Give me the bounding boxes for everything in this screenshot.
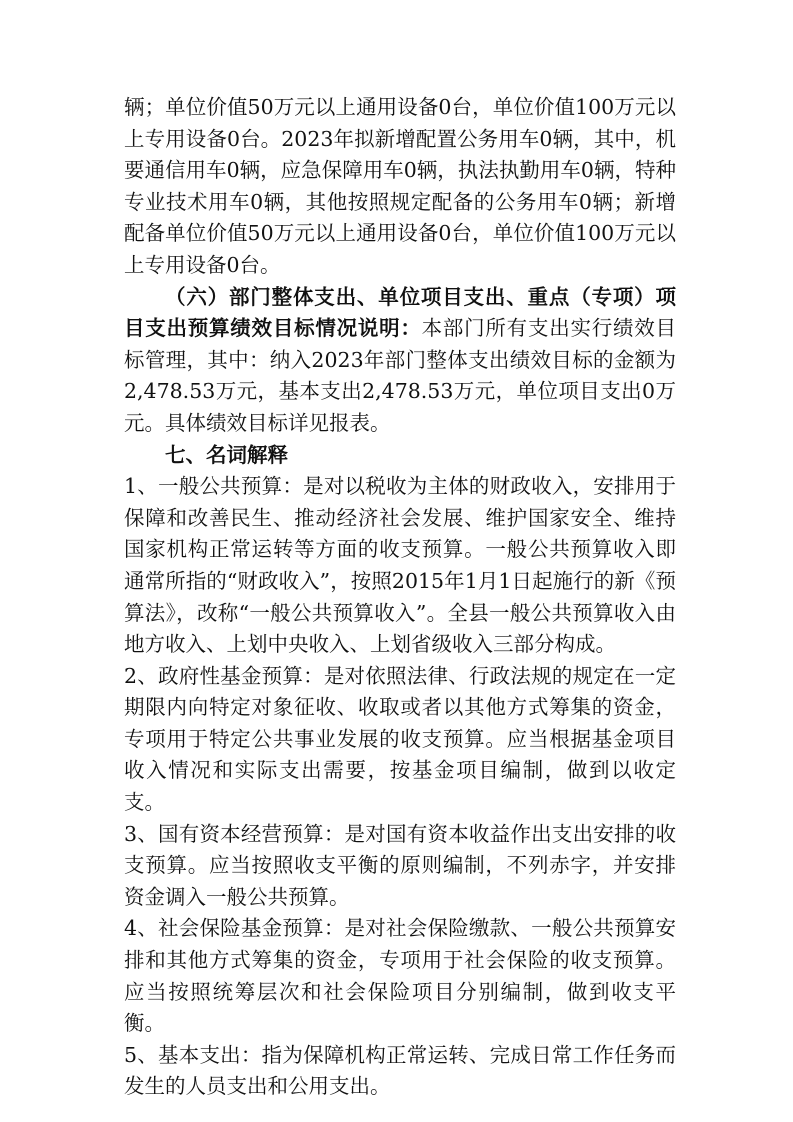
document-body xyxy=(124,92,676,1103)
term-general-public-budget: 1、一般公共预算：是对以税收为主体的财政收入，安排用于保障和改善民生、推动经济社会发展、维护国家安全、维持国家机构正常运转等方面的收支预算。一般公共预算收入即通常所指的“财政收入”，按照2015年1月1日起施行的新《预算法》，改称“一般公共预算收入”。全县一般公共预算收入由地方收入、上划中央收入、上划省级收入三部分构成。 xyxy=(124,474,676,657)
term-social-insurance-budget: 4、社会保险基金预算：是对社会保险缴款、一般公共预算安排和其他方式筹集的资金，专项用于社会保险的收支预算。应当按照统筹层次和社会保险项目分别编制，做到收支平衡。 xyxy=(124,916,676,1036)
term-government-fund-budget: 2、政府性基金预算：是对依照法律、行政法规的规定在一定期限内向特定对象征收、收取或者以其他方式筹集的资金，专项用于特定公共事业发展的收支预算。应当根据基金项目收入情况和实际支出需要，按基金项目编制，做到以收定支。 xyxy=(124,663,676,815)
term-basic-expenditure: 5、基本支出：指为保障机构正常运转、完成日常工作任务而发生的人员支出和公用支出。 xyxy=(124,1042,676,1099)
section-six-body: 本部门所有支出实行绩效目标管理，其中：纳入2023年部门整体支出绩效目标的金额为2,478.53万元，基本支出2,478.53万元，单位项目支出0万元。具体绩效目标详见报表。 xyxy=(124,316,676,435)
section-seven-heading: 七、名词解释 xyxy=(165,442,288,467)
section-six-heading: （六）部门整体支出、单位项目支出、重点（专项）项目支出预算绩效目标情况说明： xyxy=(124,284,676,341)
section-six-paragraph xyxy=(124,282,676,440)
paragraph-equipment: 辆；单位价值50万元以上通用设备0台，单位价值100万元以上专用设备0台。2023年拟新增配置公务用车0辆，其中，机要通信用车0辆，应急保障用车0辆，执法执勤用车0辆，特种专业技术用车0辆，其他按照规定配备的公务用车0辆；新增配备单位价值50万元以上通用设备0台，单位价值100万元以上专用设备0台。 xyxy=(124,95,676,277)
term-state-capital-budget: 3、国有资本经营预算：是对国有资本收益作出支出安排的收支预算。应当按照收支平衡的原则编制，不列赤字，并安排资金调入一般公共预算。 xyxy=(124,821,676,909)
